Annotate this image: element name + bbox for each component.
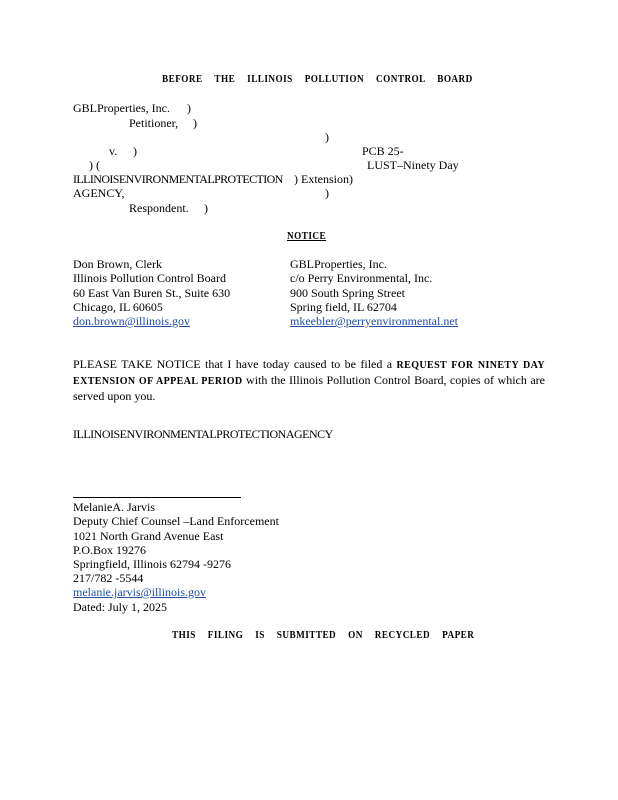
caption-paren: ) — [325, 186, 329, 200]
caption-paren: ) ( — [89, 158, 100, 172]
signature-line — [73, 497, 241, 498]
petitioner-role: Petitioner, — [129, 116, 179, 130]
respondent-name-cont: AGENCY, — [73, 186, 125, 200]
notice-text: that I have today caused to be filed a — [200, 357, 397, 371]
document-title: BEFORE THE ILLINOIS POLLUTION CONTROL BOARD — [162, 74, 473, 85]
signer-name: MelanieA. Jarvis — [73, 500, 155, 514]
clerk-email-link[interactable]: don.brown@illinois.gov — [73, 314, 191, 328]
petitioner-addressee-street: 900 South Spring Street — [290, 286, 406, 300]
clerk-city: Chicago, IL 60605 — [73, 300, 163, 314]
respondent-name: ILLINOISENVIRONMENTALPROTECTION — [73, 172, 283, 186]
signer-phone: 217/782 -5544 — [73, 571, 144, 585]
request-title: REQUEST FOR NINETY DAY EXTENSION OF APPEAL PERIOD — [73, 360, 545, 387]
case-type: LUST–Ninety Day — [367, 158, 459, 172]
petitioner-email-link[interactable]: mkeebler@perryenvironmental.net — [290, 314, 458, 328]
notice-lead: PLEASE TAKE NOTICE — [73, 357, 201, 371]
respondent-role: Respondent. — [129, 201, 189, 215]
clerk-name: Don Brown, Clerk — [73, 257, 162, 271]
extension-label: ) Extension) — [294, 172, 353, 186]
signer-address-city: Springfield, Illinois 62794 -9276 — [73, 557, 231, 571]
caption-paren: ) — [325, 130, 329, 144]
signer-address-pobox: P.O.Box 19276 — [73, 543, 147, 557]
notice-heading: NOTICE — [287, 231, 327, 242]
clerk-board: Illinois Pollution Control Board — [73, 271, 227, 285]
signer-address-street: 1021 North Grand Avenue East — [73, 529, 224, 543]
petitioner-addressee-care-of: c/o Perry Environmental, Inc. — [290, 271, 433, 285]
signer-title: Deputy Chief Counsel –Land Enforcement — [73, 514, 279, 528]
notice-text-cont: with the Illinois Pollution Control Board, copies of which are served upon you. — [73, 373, 545, 403]
petitioner-name: GBLProperties, Inc. — [73, 101, 170, 115]
versus-label: v. — [109, 144, 118, 158]
case-number: PCB 25- — [362, 144, 404, 158]
caption-paren: ) — [133, 144, 137, 158]
agency-line: ILLINOISENVIRONMENTALPROTECTIONAGENCY — [73, 427, 333, 441]
clerk-address: 60 East Van Buren St., Suite 630 — [73, 286, 231, 300]
petitioner-addressee-name: GBLProperties, Inc. — [290, 257, 387, 271]
notice-paragraph — [73, 357, 545, 403]
caption-paren: ) — [204, 201, 208, 215]
caption-paren: ) — [187, 101, 191, 115]
petitioner-addressee-city: Spring field, IL 62704 — [290, 300, 397, 314]
recycled-paper-note: THIS FILING IS SUBMITTED ON RECYCLED PAPER — [172, 630, 475, 641]
caption-paren: ) — [193, 116, 197, 130]
signer-email-link[interactable]: melanie.jarvis@illinois.gov — [73, 585, 207, 599]
dated-line: Dated: July 1, 2025 — [73, 600, 167, 614]
